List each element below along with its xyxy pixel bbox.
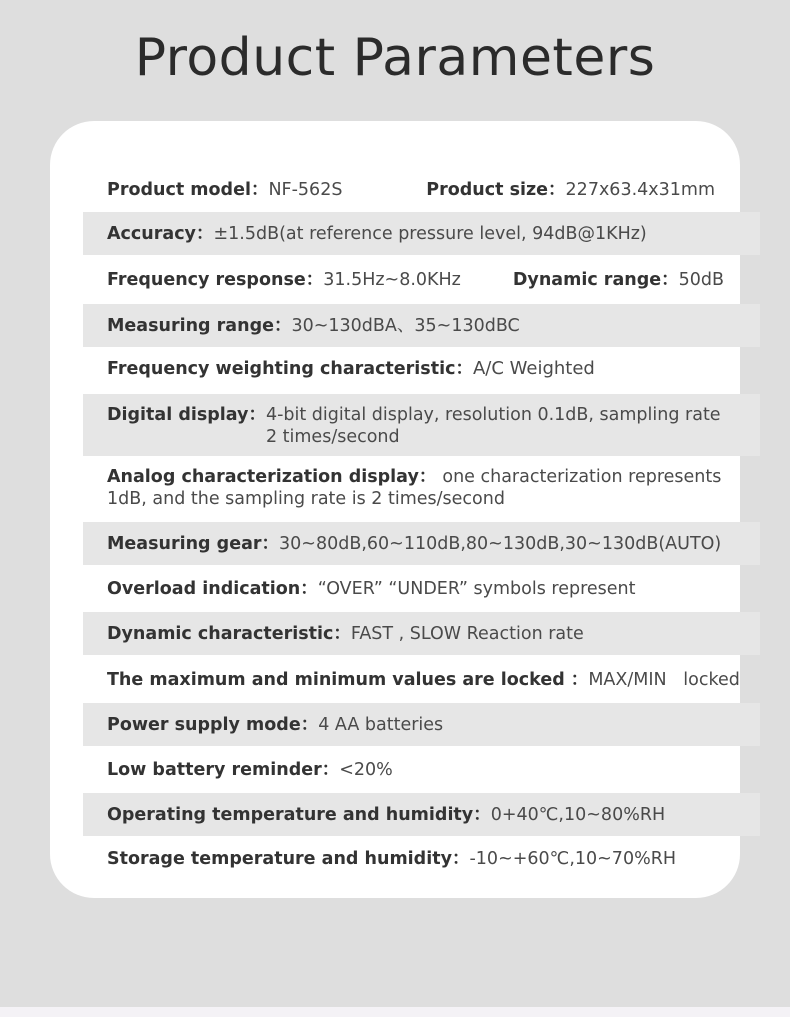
- param-row-low-battery: [83, 758, 760, 782]
- param-label: Measuring range：: [107, 315, 292, 336]
- param-row-max-min-lock: [83, 668, 760, 692]
- param-value: 30~130dBA、35~130dBC: [291, 315, 520, 336]
- page-title: Product Parameters: [134, 28, 656, 88]
- param-row-frequency-response: [83, 266, 760, 294]
- param-row-frequency-weighting: [83, 357, 760, 381]
- param-row-dynamic-characteristic: [83, 612, 760, 655]
- param-row-power-supply: [83, 703, 760, 746]
- param-value: NF-562S: [268, 180, 343, 200]
- param-label: Power supply mode：: [107, 714, 319, 735]
- param-value: MAX/MIN locked: [588, 670, 740, 690]
- param-product-size: [426, 179, 715, 201]
- param-value: A/C Weighted: [472, 358, 595, 379]
- param-row-digital-display: [83, 394, 760, 456]
- param-value: -10~+60℃,10~70%RH: [469, 849, 677, 869]
- param-label: Measuring gear：: [107, 533, 280, 554]
- param-label: Accuracy：: [107, 223, 214, 244]
- param-value: <20%: [339, 760, 393, 780]
- param-frequency-response: [107, 269, 461, 291]
- param-label: Digital display：: [107, 405, 266, 425]
- param-label: Product size：: [426, 180, 566, 200]
- param-product-model: [107, 179, 342, 201]
- param-row-storage-temperature: [83, 847, 760, 871]
- param-value: 30~80dB,60~110dB,80~130dB,30~130dB(AUTO): [279, 533, 722, 554]
- param-value-continued: 1dB, and the sampling rate is 2 times/second: [107, 489, 505, 509]
- param-row-accuracy: [83, 212, 760, 255]
- param-row-measuring-gear: [83, 522, 760, 565]
- param-row-measuring-range: [83, 304, 760, 347]
- param-label: Dynamic characteristic：: [107, 623, 351, 644]
- param-label: Low battery reminder：: [107, 760, 340, 780]
- param-label: Product model：: [107, 180, 269, 200]
- param-label: Analog characterization display：: [107, 467, 437, 487]
- param-value: 4-bit digital display, resolution 0.1dB, sampling rate: [265, 405, 721, 425]
- param-label: Operating temperature and humidity：: [107, 804, 491, 825]
- param-value-continued: 2 times/second: [265, 427, 400, 447]
- param-value: 31.5Hz~8.0KHz: [323, 270, 461, 290]
- param-row-operating-temperature: [83, 793, 760, 836]
- param-row-product-model: [83, 178, 760, 202]
- param-label: Frequency weighting characteristic：: [107, 359, 473, 379]
- param-label: Frequency response：: [107, 270, 324, 290]
- param-value: 227x63.4x31mm: [565, 180, 715, 200]
- param-label: Storage temperature and humidity：: [107, 849, 470, 869]
- param-value: 0+40℃,10~80%RH: [490, 804, 666, 825]
- param-row-overload-indication: [83, 577, 760, 601]
- param-value: “OVER” “UNDER” symbols represent: [317, 579, 636, 599]
- param-label: The maximum and minimum values are locked ：: [107, 670, 589, 690]
- param-dynamic-range: [513, 269, 724, 291]
- param-value: 50dB: [678, 270, 724, 290]
- param-value: 4 AA batteries: [318, 714, 444, 735]
- param-value: FAST , SLOW Reaction rate: [350, 623, 584, 644]
- param-row-analog-display: [83, 462, 760, 514]
- parameters-card: [50, 121, 740, 898]
- param-label: Dynamic range：: [512, 270, 679, 290]
- param-label: Overload indication：: [107, 579, 318, 599]
- param-value: ±1.5dB(at reference pressure level, 94dB@1KHz): [213, 223, 647, 244]
- bottom-strip: [0, 1007, 790, 1017]
- param-value: one characterization represents: [442, 467, 722, 487]
